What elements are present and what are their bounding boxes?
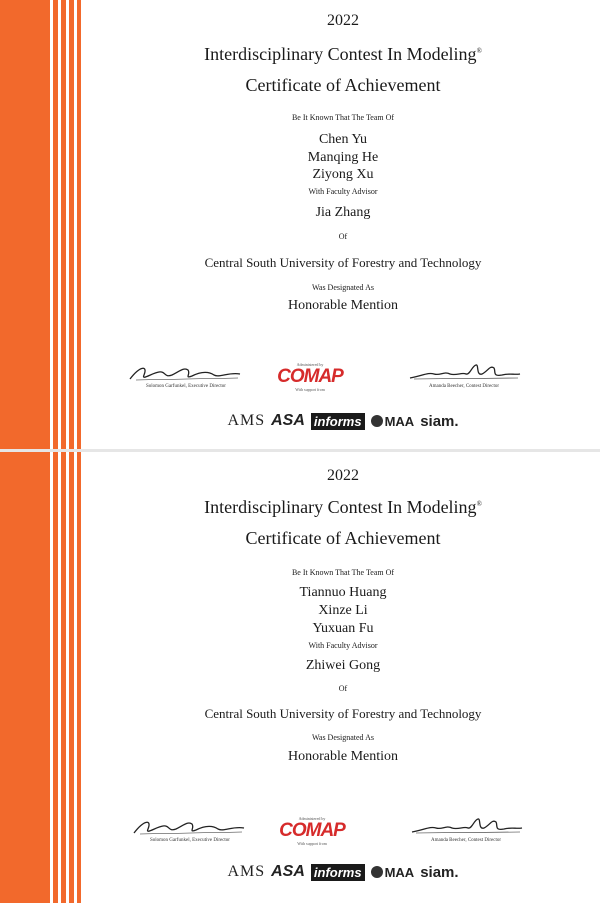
signature-right (404, 362, 524, 389)
maa-icon (371, 866, 383, 878)
year: 2022 (327, 467, 359, 484)
year: 2022 (327, 12, 359, 29)
signature-row (86, 816, 600, 856)
certificate-1 (0, 0, 600, 449)
signature-left-caption: Solomon Garfunkel, Executive Director (146, 384, 226, 389)
institution: Central South University of Forestry and Technology (204, 255, 482, 270)
team-member-3: Ziyong Xu (312, 167, 374, 182)
institution: Central South University of Forestry and Technology (204, 706, 482, 721)
signature-left (130, 816, 250, 843)
comap-logo: COMAP (279, 820, 345, 841)
maa-logo: MAA (371, 865, 415, 880)
faculty-advisor: Zhiwei Gong (305, 658, 381, 673)
signature-garfunkel (130, 816, 250, 838)
signature-beecher (406, 816, 526, 838)
signature-garfunkel (126, 362, 246, 384)
comap-logo: COMAP (277, 366, 343, 387)
signature-right-caption: Amanda Beecher, Contest Director (428, 384, 500, 389)
team-member-1: Chen Yu (318, 132, 368, 147)
intro-text: Be It Known That The Team Of (291, 113, 395, 122)
of-label: Of (338, 684, 348, 693)
support-text: With support from (297, 841, 327, 846)
contest-name: Interdisciplinary Contest In Modeling® (204, 497, 482, 517)
ams-logo: AMS (227, 863, 266, 880)
informs-logo: informs (311, 413, 365, 430)
signature-row (86, 362, 600, 402)
comap-block (270, 362, 350, 392)
faculty-advisor: Jia Zhang (315, 205, 371, 220)
asa-logo: ASA (271, 863, 305, 880)
intro-text: Be It Known That The Team Of (291, 568, 395, 577)
designation-label: Was Designated As (311, 733, 374, 742)
team-member-1: Tiannuo Huang (299, 585, 387, 600)
signature-beecher (404, 362, 524, 384)
of-label: Of (338, 232, 348, 241)
sponsor-logos (86, 410, 600, 432)
sponsor-logos (86, 861, 600, 883)
siam-logo: siam. (420, 412, 459, 430)
signature-right-caption: Amanda Beecher, Contest Director (430, 838, 502, 843)
award: Honorable Mention (287, 749, 399, 764)
informs-logo: informs (311, 864, 365, 881)
certificate-title: Certificate of Achievement (245, 528, 441, 548)
support-text: With support from (295, 387, 325, 392)
advisor-label: With Faculty Advisor (308, 641, 378, 650)
advisor-label: With Faculty Advisor (308, 187, 378, 196)
asa-logo: ASA (271, 412, 305, 429)
signature-left-caption: Solomon Garfunkel, Executive Director (150, 838, 230, 843)
maa-icon (371, 415, 383, 427)
contest-name: Interdisciplinary Contest In Modeling® (204, 44, 482, 64)
award: Honorable Mention (287, 298, 399, 313)
team-member-2: Manqing He (307, 150, 379, 165)
signature-right (406, 816, 526, 843)
siam-logo: siam. (420, 863, 459, 881)
comap-block (272, 816, 352, 846)
signature-left (126, 362, 246, 389)
designation-label: Was Designated As (311, 283, 374, 292)
certificate-2 (0, 452, 600, 903)
certificate-title: Certificate of Achievement (245, 75, 441, 95)
ams-logo: AMS (227, 412, 266, 429)
administered-by-text: Administered by (296, 362, 324, 367)
administered-by-text: Administered by (298, 816, 326, 821)
team-member-3: Yuxuan Fu (312, 621, 374, 636)
orange-stripe-border (0, 452, 86, 903)
team-member-2: Xinze Li (318, 603, 368, 618)
orange-stripe-border (0, 0, 86, 449)
maa-logo: MAA (371, 414, 415, 429)
